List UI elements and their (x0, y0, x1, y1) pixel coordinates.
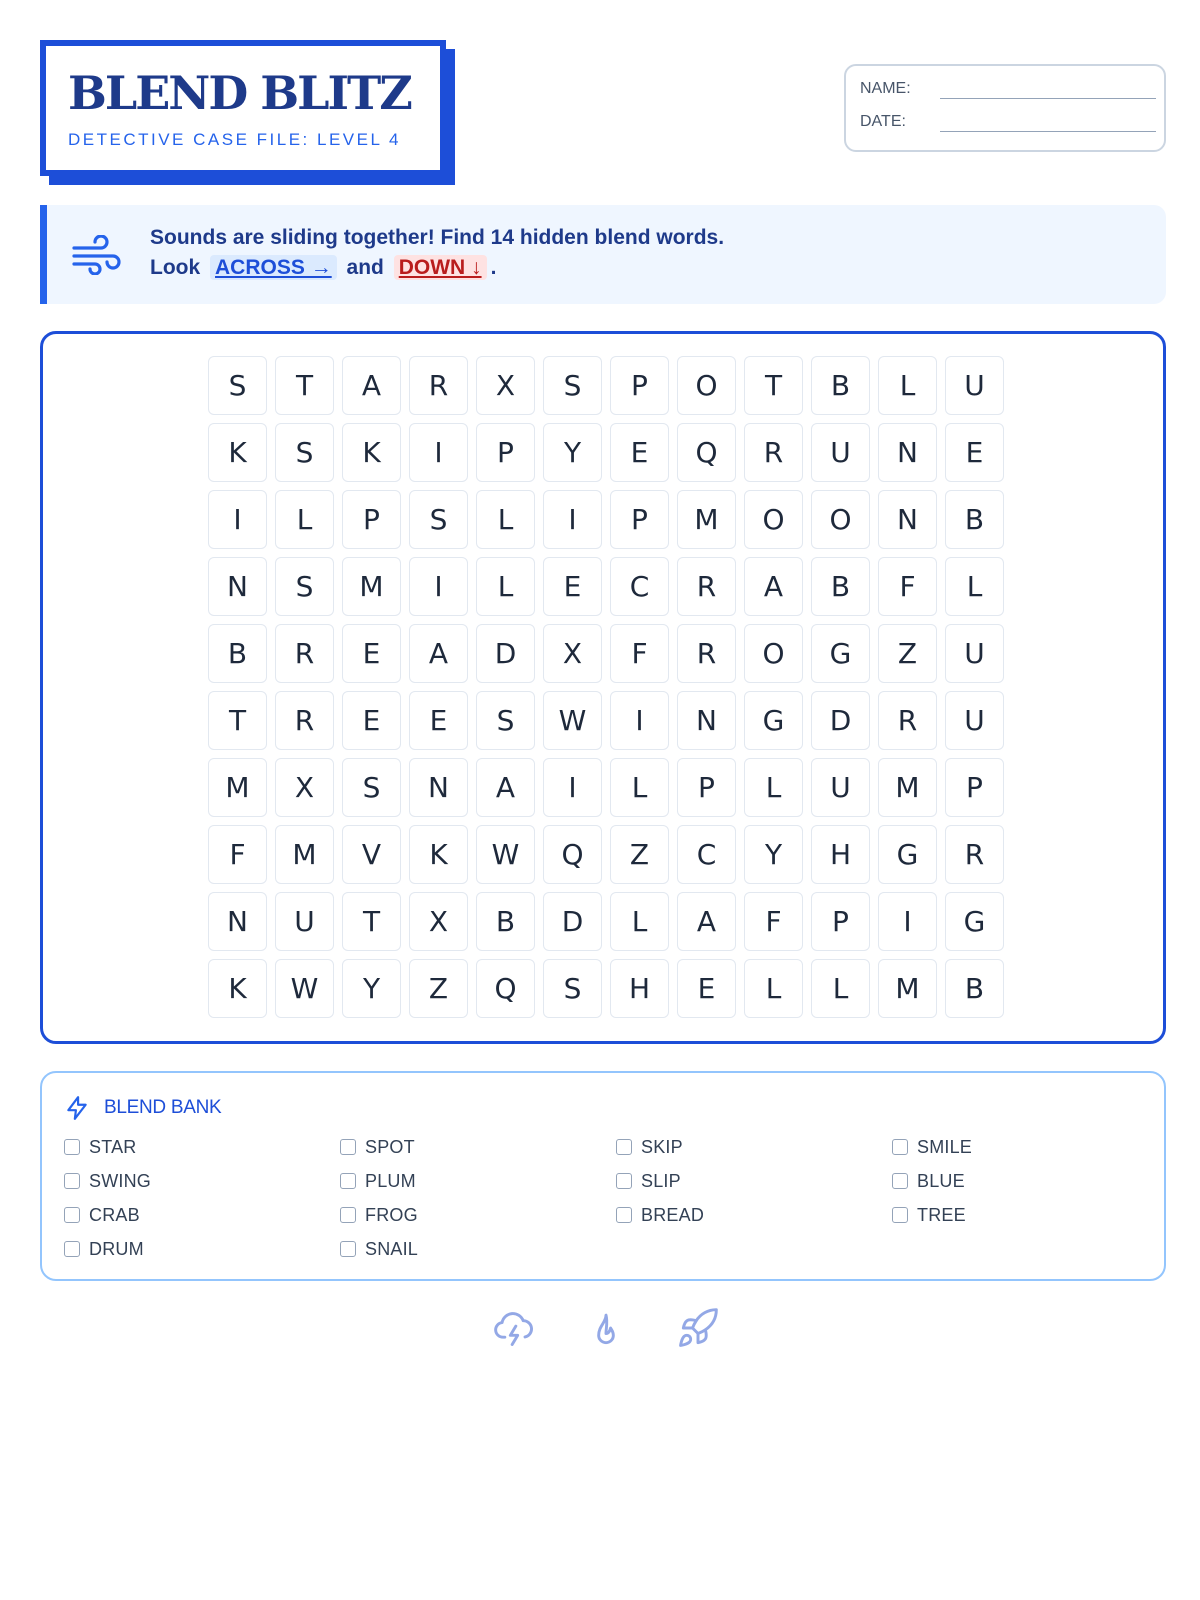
grid-cell[interactable]: U (811, 423, 870, 482)
grid-cell[interactable]: R (744, 423, 803, 482)
grid-cell[interactable]: Y (744, 825, 803, 884)
grid-cell[interactable]: B (945, 959, 1004, 1018)
storm-cloud-icon (492, 1306, 536, 1350)
grid-cell[interactable]: N (878, 490, 937, 549)
grid-cell[interactable]: B (476, 892, 535, 951)
bank-word: SLIP (641, 1170, 681, 1191)
bank-word: STAR (89, 1136, 137, 1157)
instructions-banner (40, 205, 1166, 304)
bank-word: SMILE (917, 1136, 973, 1157)
grid-cell[interactable]: E (677, 959, 736, 1018)
grid-cell[interactable]: X (275, 758, 334, 817)
rocket-icon (676, 1306, 720, 1350)
grid-cell[interactable]: C (610, 557, 669, 616)
grid-cell[interactable]: S (275, 423, 334, 482)
grid-cell[interactable]: A (409, 624, 468, 683)
grid-cell[interactable]: Y (543, 423, 602, 482)
grid-cell[interactable]: A (677, 892, 736, 951)
grid-cell[interactable]: E (342, 624, 401, 683)
grid-cell[interactable]: P (945, 758, 1004, 817)
checkbox[interactable] (616, 1139, 632, 1155)
bank-item-frog[interactable] (340, 1201, 418, 1229)
bank-word: SNAIL (365, 1238, 419, 1259)
name-field[interactable] (860, 76, 1156, 102)
checkbox[interactable] (340, 1173, 356, 1189)
grid-cell[interactable]: E (409, 691, 468, 750)
grid-cell[interactable]: E (610, 423, 669, 482)
bank-item-snail[interactable] (340, 1235, 418, 1263)
grid-cell[interactable]: T (342, 892, 401, 951)
bank-item-plum[interactable] (340, 1167, 416, 1195)
bank-item-spot[interactable] (340, 1133, 415, 1161)
bank-item-smile[interactable] (892, 1133, 972, 1161)
grid-cell[interactable]: I (543, 490, 602, 549)
grid-cell[interactable]: D (476, 624, 535, 683)
checkbox[interactable] (64, 1139, 80, 1155)
grid-cell[interactable]: E (342, 691, 401, 750)
grid-cell[interactable]: E (945, 423, 1004, 482)
grid-cell[interactable]: F (208, 825, 267, 884)
grid-cell[interactable]: W (543, 691, 602, 750)
grid-cell[interactable]: D (543, 892, 602, 951)
grid-cell[interactable]: R (275, 691, 334, 750)
grid-cell[interactable]: O (677, 356, 736, 415)
name-line[interactable] (940, 98, 1156, 99)
grid-cell[interactable]: I (409, 557, 468, 616)
grid-cell[interactable]: O (811, 490, 870, 549)
grid-cell[interactable]: X (476, 356, 535, 415)
grid-cell[interactable]: P (610, 490, 669, 549)
bank-word: SKIP (641, 1136, 683, 1157)
checkbox[interactable] (340, 1139, 356, 1155)
grid-cell[interactable]: M (275, 825, 334, 884)
checkbox[interactable] (340, 1241, 356, 1257)
grid-cell[interactable]: B (811, 356, 870, 415)
grid-cell[interactable]: S (543, 356, 602, 415)
grid-cell[interactable]: F (610, 624, 669, 683)
date-line[interactable] (940, 131, 1156, 132)
grid-cell[interactable]: B (208, 624, 267, 683)
grid-cell[interactable]: M (677, 490, 736, 549)
grid-cell[interactable]: K (208, 959, 267, 1018)
bank-item-bread[interactable] (616, 1201, 704, 1229)
grid-cell[interactable]: A (476, 758, 535, 817)
bank-item-blue[interactable] (892, 1167, 965, 1195)
word-search-frame (40, 331, 1166, 1044)
grid-cell[interactable]: N (208, 892, 267, 951)
name-label: NAME: (860, 80, 911, 97)
grid-cell[interactable]: L (476, 557, 535, 616)
checkbox[interactable] (892, 1173, 908, 1189)
bank-word: TREE (917, 1204, 966, 1225)
grid-cell[interactable]: A (342, 356, 401, 415)
grid-cell[interactable]: S (476, 691, 535, 750)
grid-cell[interactable]: Q (677, 423, 736, 482)
across-chip: ACROSS → (210, 255, 337, 280)
checkbox[interactable] (64, 1207, 80, 1223)
grid-cell[interactable]: N (208, 557, 267, 616)
bank-word: SWING (89, 1170, 151, 1191)
word-search-grid (208, 356, 1004, 1018)
grid-cell[interactable]: I (610, 691, 669, 750)
grid-cell[interactable]: I (409, 423, 468, 482)
grid-cell[interactable]: H (610, 959, 669, 1018)
grid-cell[interactable]: U (275, 892, 334, 951)
grid-cell[interactable]: M (878, 959, 937, 1018)
grid-cell[interactable]: T (744, 356, 803, 415)
grid-cell[interactable]: M (878, 758, 937, 817)
grid-cell[interactable]: R (878, 691, 937, 750)
bank-item-swing[interactable] (64, 1167, 151, 1195)
and-text: and (346, 256, 384, 279)
grid-cell[interactable]: N (677, 691, 736, 750)
grid-cell[interactable]: L (275, 490, 334, 549)
bank-item-slip[interactable] (616, 1167, 681, 1195)
page-title: BLEND BLITZ (68, 66, 411, 120)
grid-cell[interactable]: I (543, 758, 602, 817)
grid-cell[interactable]: W (275, 959, 334, 1018)
grid-cell[interactable]: X (409, 892, 468, 951)
blend-bank-title: BLEND BANK (104, 1097, 222, 1118)
grid-cell[interactable]: R (677, 624, 736, 683)
grid-cell[interactable]: L (878, 356, 937, 415)
grid-cell[interactable]: H (811, 825, 870, 884)
bank-item-skip[interactable] (616, 1133, 683, 1161)
bank-word: SPOT (365, 1136, 415, 1157)
grid-cell[interactable]: W (476, 825, 535, 884)
grid-cell[interactable]: S (342, 758, 401, 817)
grid-cell[interactable]: T (208, 691, 267, 750)
grid-cell[interactable]: L (610, 892, 669, 951)
grid-cell[interactable]: L (476, 490, 535, 549)
bank-item-drum[interactable] (64, 1235, 144, 1263)
checkbox[interactable] (892, 1139, 908, 1155)
grid-cell[interactable]: G (878, 825, 937, 884)
grid-cell[interactable]: I (208, 490, 267, 549)
grid-cell[interactable]: K (208, 423, 267, 482)
grid-cell[interactable]: B (811, 557, 870, 616)
grid-cell[interactable]: Q (543, 825, 602, 884)
grid-cell[interactable]: S (409, 490, 468, 549)
grid-cell[interactable]: P (610, 356, 669, 415)
checkbox[interactable] (64, 1241, 80, 1257)
bank-item-crab[interactable] (64, 1201, 140, 1229)
instructions-line-1: Sounds are sliding together! Find 14 hidden blend words. (150, 226, 725, 249)
bank-word: BLUE (917, 1170, 965, 1191)
grid-cell[interactable]: L (945, 557, 1004, 616)
date-field[interactable] (860, 109, 1156, 135)
grid-cell[interactable]: X (543, 624, 602, 683)
blend-bank (40, 1071, 1166, 1281)
grid-cell[interactable]: B (945, 490, 1004, 549)
grid-cell[interactable]: O (744, 624, 803, 683)
grid-cell[interactable]: R (275, 624, 334, 683)
grid-cell[interactable]: L (744, 758, 803, 817)
grid-cell[interactable]: S (275, 557, 334, 616)
grid-cell[interactable]: Q (476, 959, 535, 1018)
grid-cell[interactable]: G (744, 691, 803, 750)
bank-word: CRAB (89, 1204, 140, 1225)
grid-cell[interactable]: F (744, 892, 803, 951)
instructions-line-2 (150, 256, 496, 280)
bank-word: BREAD (641, 1204, 705, 1225)
grid-cell[interactable]: K (409, 825, 468, 884)
end-text: . (490, 256, 497, 279)
student-info-box (844, 64, 1166, 152)
checkbox[interactable] (616, 1207, 632, 1223)
bank-word: PLUM (365, 1170, 416, 1191)
grid-cell[interactable]: Z (409, 959, 468, 1018)
grid-cell[interactable]: L (744, 959, 803, 1018)
title-card (40, 40, 446, 176)
grid-cell[interactable]: P (342, 490, 401, 549)
wind-icon (71, 235, 123, 275)
flame-icon (584, 1306, 628, 1350)
lightning-icon (64, 1095, 90, 1121)
grid-cell[interactable]: V (342, 825, 401, 884)
grid-cell[interactable]: F (878, 557, 937, 616)
grid-cell[interactable]: G (945, 892, 1004, 951)
grid-cell[interactable]: Z (878, 624, 937, 683)
bank-word: FROG (365, 1204, 418, 1225)
grid-cell[interactable]: K (342, 423, 401, 482)
grid-cell[interactable]: R (409, 356, 468, 415)
grid-cell[interactable]: S (543, 959, 602, 1018)
grid-cell[interactable]: U (945, 356, 1004, 415)
grid-cell[interactable]: Y (342, 959, 401, 1018)
grid-cell[interactable]: R (677, 557, 736, 616)
grid-cell[interactable]: Z (610, 825, 669, 884)
grid-cell[interactable]: U (945, 624, 1004, 683)
grid-cell[interactable]: N (878, 423, 937, 482)
grid-cell[interactable]: S (208, 356, 267, 415)
grid-cell[interactable]: N (409, 758, 468, 817)
date-label: DATE: (860, 113, 906, 130)
blend-bank-list (64, 1133, 1154, 1273)
bank-item-star[interactable] (64, 1133, 136, 1161)
checkbox[interactable] (340, 1207, 356, 1223)
look-text: Look (150, 256, 201, 279)
checkbox[interactable] (892, 1207, 908, 1223)
grid-cell[interactable]: E (543, 557, 602, 616)
grid-cell[interactable]: L (811, 959, 870, 1018)
bank-word: DRUM (89, 1238, 144, 1259)
grid-cell[interactable]: P (811, 892, 870, 951)
grid-cell[interactable]: O (744, 490, 803, 549)
down-chip: DOWN ↓ (394, 255, 487, 280)
checkbox[interactable] (616, 1173, 632, 1189)
grid-cell[interactable]: M (208, 758, 267, 817)
grid-cell[interactable]: D (811, 691, 870, 750)
grid-cell[interactable]: T (275, 356, 334, 415)
grid-cell[interactable]: U (945, 691, 1004, 750)
bank-item-tree[interactable] (892, 1201, 966, 1229)
grid-cell[interactable]: P (476, 423, 535, 482)
grid-cell[interactable]: R (945, 825, 1004, 884)
page-subtitle: DETECTIVE CASE FILE: LEVEL 4 (68, 130, 401, 149)
grid-cell[interactable]: L (610, 758, 669, 817)
grid-cell[interactable]: I (878, 892, 937, 951)
checkbox[interactable] (64, 1173, 80, 1189)
grid-cell[interactable]: G (811, 624, 870, 683)
grid-cell[interactable]: M (342, 557, 401, 616)
grid-cell[interactable]: C (677, 825, 736, 884)
grid-cell[interactable]: U (811, 758, 870, 817)
grid-cell[interactable]: P (677, 758, 736, 817)
grid-cell[interactable]: A (744, 557, 803, 616)
